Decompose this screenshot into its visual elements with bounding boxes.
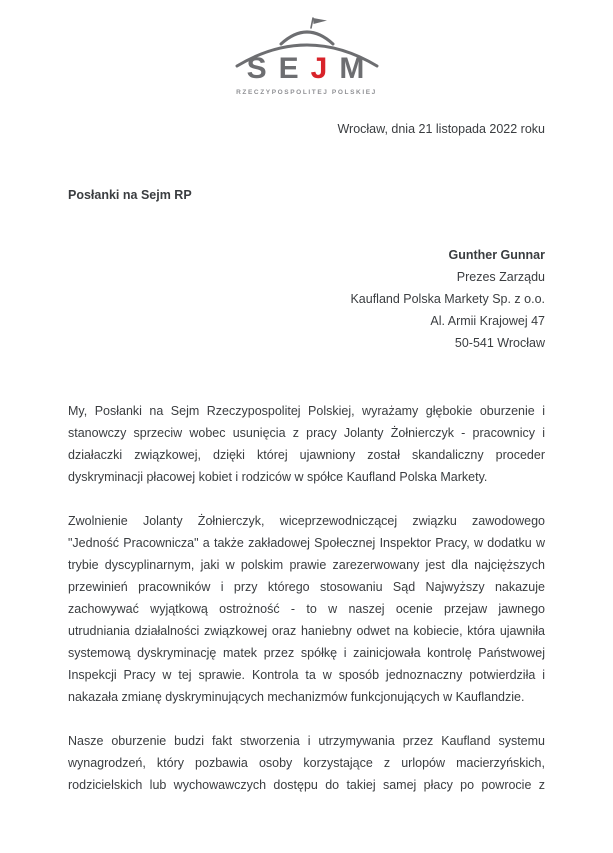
body-line: przewinień pracowników i przy którego stosowaniu Sąd Najwyższy nakazuje xyxy=(68,580,545,594)
body-line: zachowywać wyjątkową ostrożność - to w naszej ocenie przejaw jawnego xyxy=(68,602,545,616)
dateline: Wrocław, dnia 21 listopada 2022 roku xyxy=(337,122,545,136)
body-line: trybie dyscyplinarnym, jaki w polskim prawie zarezerwowany jest dla najcięższych xyxy=(68,558,545,572)
recipient-name: Gunther Gunnar xyxy=(448,248,545,262)
body-line: Zwolnienie Jolanty Żołnierczyk, wiceprzewodniczącej związku zawodowego xyxy=(68,514,545,528)
recipient-line: Prezes Zarządu xyxy=(456,270,545,284)
body-line: Nasze oburzenie budzi fakt stworzenia i utrzymywania przez Kaufland systemu xyxy=(68,734,545,748)
sejm-logo xyxy=(227,16,387,96)
paragraph xyxy=(68,400,545,488)
logo-subtitle: RZECZYPOSPOLITEJ POLSKIEJ xyxy=(236,89,377,96)
body-line: wynagrodzeń, który pozbawia osoby korzystające z urlopów macierzyńskich, xyxy=(68,756,545,770)
logo-letter-m: M xyxy=(339,52,377,85)
body-line: utrudniania działalności związkowej oraz haniebny odwet na kobiecie, która ujawniła xyxy=(68,624,545,638)
body-line: stanowczy sprzeciw wobec usunięcia z pracy Jolanty Żołnierczyk - pracownicy i xyxy=(68,426,545,440)
body-line: dyskryminacji płacowej kobiet i rodziców w spółce Kaufland Polska Markety. xyxy=(68,470,488,484)
flag-icon xyxy=(313,18,327,24)
recipient-line: Kaufland Polska Markety Sp. z o.o. xyxy=(350,292,545,306)
body-line: My, Posłanki na Sejm Rzeczypospolitej Polskiej, wyrażamy głębokie oburzenie i xyxy=(68,404,545,418)
paragraph xyxy=(68,510,545,708)
logo-letters-se: SE xyxy=(246,52,311,85)
body-line: rodzicielskich lub wychowawczych dostępu do takiej samej płacy po powrocie z xyxy=(68,778,545,792)
recipient-line: 50-541 Wrocław xyxy=(454,336,545,350)
body-line: systemową dyskryminację matek przez spółkę i zainicjowała kontrolę Państwowej xyxy=(68,646,545,660)
sender-title: Posłanki na Sejm RP xyxy=(68,188,192,202)
recipient-block xyxy=(68,244,545,354)
body-line: Inspekcji Pracy w tej sprawie. Kontrola ta w sposób jednoznaczny potwierdziła i xyxy=(68,668,545,682)
recipient-line: Al. Armii Krajowej 47 xyxy=(430,314,545,328)
logo-wordmark xyxy=(227,53,387,85)
paragraph xyxy=(68,730,545,796)
body-line: "Jedność Pracownicza" a także zakładowej Społecznej Inspektor Pracy, w dodatku w xyxy=(68,536,545,550)
body-line: działaczki związkowej, dzięki której ujawniony został skandaliczny proceder xyxy=(68,448,545,462)
body-line: nakazała zmianę dyskryminujących mechanizmów funkcjonujących w Kauflandzie. xyxy=(68,690,525,704)
letter-body xyxy=(68,400,545,796)
logo-letter-j-red: J xyxy=(310,52,340,85)
